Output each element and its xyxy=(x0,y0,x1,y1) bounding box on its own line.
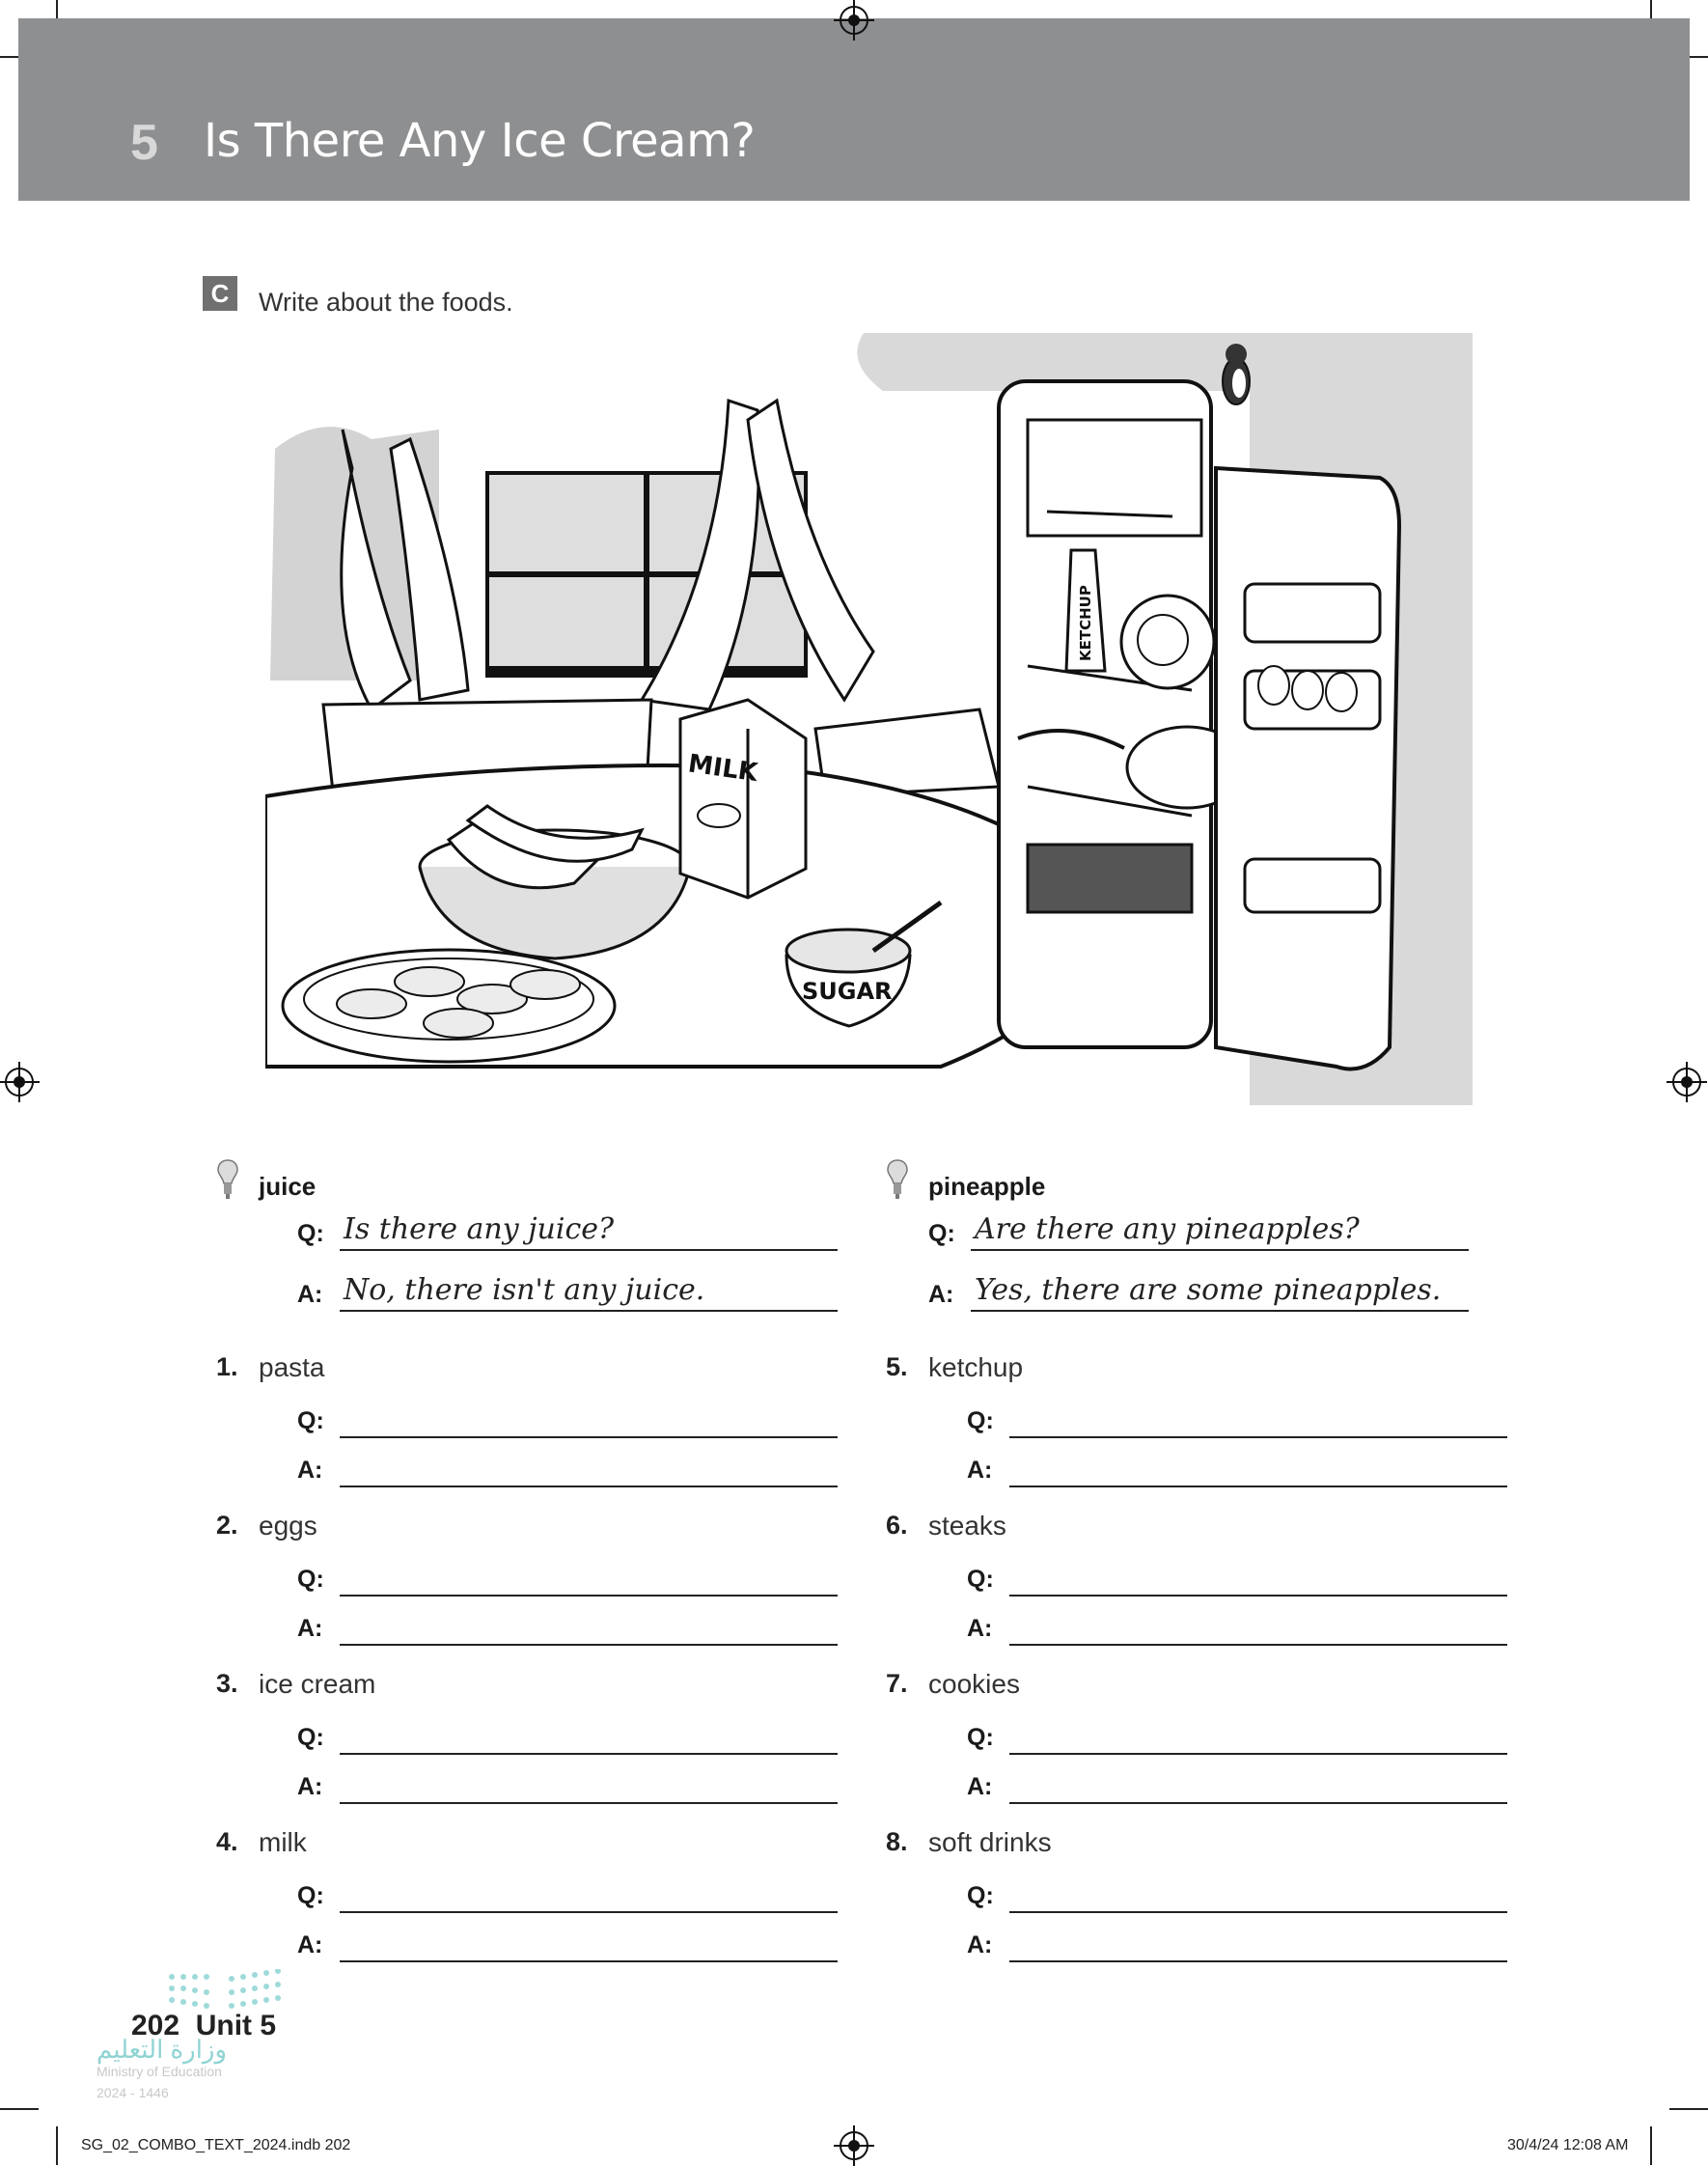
a-label: A: xyxy=(297,1773,323,1800)
answer-line[interactable] xyxy=(1009,1486,1507,1487)
answer-line[interactable] xyxy=(340,1753,838,1755)
activity-badge: C xyxy=(203,276,237,311)
item-label xyxy=(216,1669,376,1700)
registration-mark-icon xyxy=(840,2131,868,2160)
answer-line xyxy=(971,1310,1469,1312)
exercise-column-right xyxy=(886,1158,1484,1958)
q-label: Q: xyxy=(297,1407,324,1434)
example-answer-row xyxy=(928,1273,1469,1312)
answer-line[interactable] xyxy=(340,1960,838,1962)
item-number: 7. xyxy=(886,1669,908,1698)
question-row[interactable] xyxy=(297,1716,838,1755)
a-label: A: xyxy=(297,1281,323,1308)
q-label: Q: xyxy=(297,1724,324,1751)
question-row[interactable] xyxy=(967,1874,1507,1913)
answer-line[interactable] xyxy=(340,1911,838,1913)
item-number: 1. xyxy=(216,1352,238,1381)
activity-instruction: Write about the foods. xyxy=(259,288,513,317)
answer-row[interactable] xyxy=(297,1607,838,1646)
item-word: cookies xyxy=(928,1669,1020,1699)
example-answer: Yes, there are some pineapples. xyxy=(975,1273,1442,1307)
answer-line[interactable] xyxy=(1009,1644,1507,1646)
q-label: Q: xyxy=(967,1566,994,1593)
ministry-name-english: Ministry of Education xyxy=(96,2064,222,2079)
answer-row[interactable] xyxy=(967,1607,1507,1646)
unit-header-band xyxy=(18,18,1690,201)
registration-mark-icon xyxy=(840,6,868,35)
answer-line[interactable] xyxy=(340,1595,838,1597)
example-word: pineapple xyxy=(928,1172,1046,1201)
example-question-row xyxy=(297,1212,838,1251)
example-question-row xyxy=(928,1212,1469,1251)
page-number: 202 xyxy=(131,2010,180,2041)
item-label xyxy=(886,1827,1052,1858)
answer-line[interactable] xyxy=(340,1436,838,1438)
item-word: soft drinks xyxy=(928,1827,1052,1857)
ketchup-label: KETCHUP xyxy=(1077,585,1094,661)
answer-row[interactable] xyxy=(967,1449,1507,1487)
answer-line xyxy=(971,1249,1469,1251)
item-word: pasta xyxy=(259,1352,325,1382)
registration-mark-icon xyxy=(5,1068,34,1097)
crop-mark xyxy=(56,2126,58,2165)
question-row[interactable] xyxy=(967,1400,1507,1438)
crop-mark xyxy=(0,2108,39,2110)
q-label: Q: xyxy=(967,1882,994,1909)
a-label: A: xyxy=(297,1457,323,1484)
item-word: milk xyxy=(259,1827,307,1857)
answer-line xyxy=(340,1249,838,1251)
item-number: 6. xyxy=(886,1511,908,1540)
example-answer: No, there isn't any juice. xyxy=(344,1273,705,1307)
answer-line[interactable] xyxy=(340,1802,838,1804)
item-word: ketchup xyxy=(928,1352,1024,1382)
answer-line[interactable] xyxy=(340,1486,838,1487)
lightbulb-icon xyxy=(886,1158,909,1201)
kitchen-illustration xyxy=(265,333,1473,1105)
lightbulb-icon xyxy=(216,1158,239,1201)
answer-line[interactable] xyxy=(1009,1960,1507,1962)
item-label xyxy=(216,1352,325,1383)
answer-line xyxy=(340,1310,838,1312)
item-number: 4. xyxy=(216,1827,238,1856)
exercise-column-left xyxy=(216,1158,814,1958)
a-label: A: xyxy=(967,1931,993,1958)
example-question: Are there any pineapples? xyxy=(975,1212,1360,1246)
q-label: Q: xyxy=(928,1220,955,1247)
answer-line[interactable] xyxy=(1009,1436,1507,1438)
sugar-label: SUGAR xyxy=(802,978,893,1005)
example-question: Is there any juice? xyxy=(344,1212,615,1246)
item-number: 8. xyxy=(886,1827,908,1856)
example-word: juice xyxy=(259,1172,317,1201)
answer-row[interactable] xyxy=(297,1924,838,1962)
q-label: Q: xyxy=(967,1724,994,1751)
answer-line[interactable] xyxy=(1009,1753,1507,1755)
ministry-year: 2024 - 1446 xyxy=(96,2085,169,2100)
answer-row[interactable] xyxy=(297,1765,838,1804)
item-number: 5. xyxy=(886,1352,908,1381)
a-label: A: xyxy=(928,1281,954,1308)
print-timestamp: 30/4/24 12:08 AM xyxy=(1507,2137,1629,2153)
a-label: A: xyxy=(297,1931,323,1958)
item-word: ice cream xyxy=(259,1669,376,1699)
crop-mark xyxy=(1650,2126,1652,2165)
question-row[interactable] xyxy=(967,1558,1507,1597)
example-header xyxy=(216,1158,814,1201)
question-row[interactable] xyxy=(967,1716,1507,1755)
q-label: Q: xyxy=(297,1566,324,1593)
unit-number: 5 xyxy=(130,115,158,171)
question-row[interactable] xyxy=(297,1400,838,1438)
item-label xyxy=(886,1511,1006,1541)
a-label: A: xyxy=(967,1457,993,1484)
a-label: A: xyxy=(297,1615,323,1642)
milk-label: MILK xyxy=(686,749,759,789)
q-label: Q: xyxy=(297,1220,324,1247)
answer-row[interactable] xyxy=(967,1765,1507,1804)
a-label: A: xyxy=(967,1615,993,1642)
registration-mark-icon xyxy=(1672,1068,1701,1097)
q-label: Q: xyxy=(967,1407,994,1434)
q-label: Q: xyxy=(297,1882,324,1909)
item-label xyxy=(886,1352,1024,1383)
item-label xyxy=(886,1669,1020,1700)
item-number: 2. xyxy=(216,1511,238,1540)
item-label xyxy=(216,1827,307,1858)
answer-line[interactable] xyxy=(1009,1911,1507,1913)
page-title: Is There Any Ice Cream? xyxy=(204,114,756,168)
item-word: steaks xyxy=(928,1511,1006,1541)
answer-row[interactable] xyxy=(297,1449,838,1487)
unit-label: Unit 5 xyxy=(195,2010,277,2041)
item-number: 3. xyxy=(216,1669,238,1698)
answer-line[interactable] xyxy=(340,1644,838,1646)
crop-mark xyxy=(1669,2108,1708,2110)
question-row[interactable] xyxy=(297,1874,838,1913)
answer-line[interactable] xyxy=(1009,1802,1507,1804)
item-label xyxy=(216,1511,317,1541)
print-slug: SG_02_COMBO_TEXT_2024.indb 202 xyxy=(81,2137,351,2153)
answer-row[interactable] xyxy=(967,1924,1507,1962)
example-answer-row xyxy=(297,1273,838,1312)
answer-line[interactable] xyxy=(1009,1595,1507,1597)
example-header xyxy=(886,1158,1484,1201)
item-word: eggs xyxy=(259,1511,317,1541)
ministry-name-arabic: وزارة التعليم xyxy=(96,2035,228,2064)
question-row[interactable] xyxy=(297,1558,838,1597)
a-label: A: xyxy=(967,1773,993,1800)
